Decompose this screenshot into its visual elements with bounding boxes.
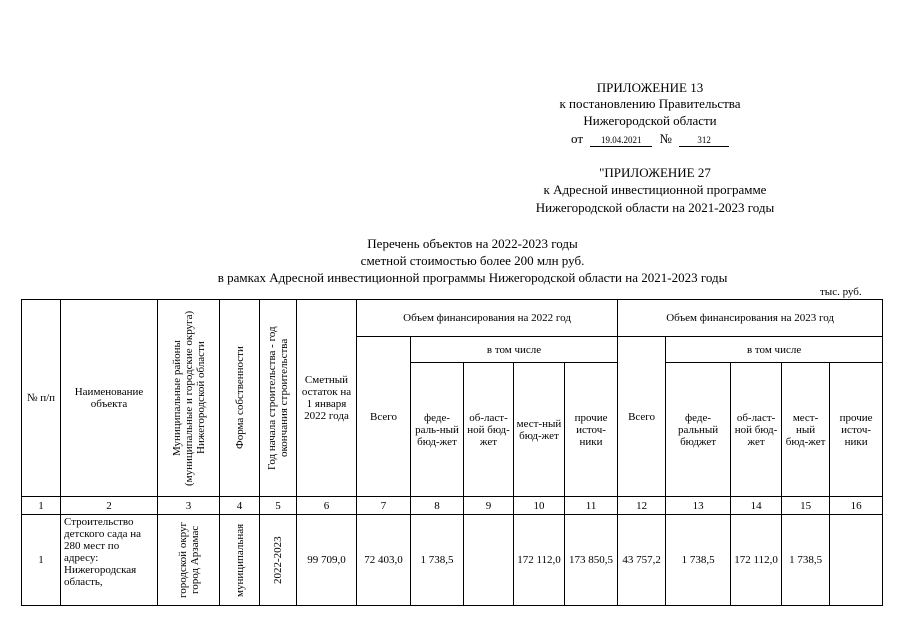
row-loc-2022: 172 112,0 (514, 515, 565, 606)
col-number: 1 (22, 497, 61, 515)
col-number: 7 (357, 497, 411, 515)
heading-line-2: сметной стоимостью более 200 млн руб. (360, 253, 585, 268)
appendix-number: 312 (679, 135, 729, 147)
row-ownership (220, 515, 260, 606)
appendix27-line-2: к Адресной инвестиционной программе (543, 182, 767, 197)
header-reg-2023: об-ласт-ной бюд-жет (731, 363, 782, 497)
col-number: 2 (61, 497, 158, 515)
appendix-line-2: к постановлению Правительства (559, 96, 741, 111)
header-ownership (220, 300, 260, 497)
header-fed-2022: феде-раль-ный бюд-жет (411, 363, 464, 497)
row-district (158, 515, 220, 606)
table-row (22, 515, 883, 606)
row-fed-2023: 1 738,5 (666, 515, 731, 606)
appendix27-title: "ПРИЛОЖЕНИЕ 27 (599, 165, 711, 180)
header-total-2023: Всего (618, 337, 666, 497)
header-reg-2022: об-ласт-ной бюд-жет (464, 363, 514, 497)
appendix-line-3: Нижегородской области (583, 113, 717, 128)
header-oth-2023: прочие источ-ники (830, 363, 883, 497)
row-fed-2022: 1 738,5 (411, 515, 464, 606)
header-fed-2023: феде-ральный бюджет (666, 363, 731, 497)
header-total-2022: Всего (357, 337, 411, 497)
column-number-row (22, 497, 883, 515)
row-name: Строительство детского сада на 280 мест по адресу: Нижегородская область, (61, 515, 158, 606)
header-ownership-text: Форма собственности (233, 346, 246, 450)
row-loc-2023: 1 738,5 (782, 515, 830, 606)
row-balance: 99 709,0 (297, 515, 357, 606)
col-number: 3 (158, 497, 220, 515)
number-sign: № (659, 131, 672, 146)
units-label: тыс. руб. (820, 286, 862, 298)
header-district-text: Муниципальные районы (муниципальные и городские округа) Нижегородской области (170, 310, 207, 486)
header-name: Наименование объекта (61, 300, 158, 497)
row-years (260, 515, 297, 606)
appendix-date-line (571, 131, 729, 147)
col-number: 16 (830, 497, 883, 515)
header-district (158, 300, 220, 497)
header-fin-2023: Объем финансирования на 2023 год (618, 300, 883, 337)
header-fin-2022: Объем финансирования на 2022 год (357, 300, 618, 337)
row-num: 1 (22, 515, 61, 606)
col-number: 14 (731, 497, 782, 515)
row-oth-2022: 173 850,5 (565, 515, 618, 606)
col-number: 15 (782, 497, 830, 515)
row-years-text: 2022-2023 (272, 536, 284, 584)
col-number: 6 (297, 497, 357, 515)
heading-line-1: Перечень объектов на 2022-2023 годы (367, 236, 578, 251)
col-number: 11 (565, 497, 618, 515)
header-num: № п/п (22, 300, 61, 497)
appendix-title: ПРИЛОЖЕНИЕ 13 (596, 80, 704, 95)
col-number: 4 (220, 497, 260, 515)
header-loc-2022: мест-ный бюд-жет (514, 363, 565, 497)
col-number: 12 (618, 497, 666, 515)
row-total-2022: 72 403,0 (357, 515, 411, 606)
col-number: 8 (411, 497, 464, 515)
appendix27-line-3: Нижегородской области на 2021-2023 годы (535, 200, 775, 215)
row-oth-2023 (830, 515, 883, 606)
header-oth-2022: прочие источ-ники (565, 363, 618, 497)
header-incl-2022: в том числе (411, 337, 618, 363)
col-number: 13 (666, 497, 731, 515)
appendix-date: 19.04.2021 (590, 135, 652, 147)
header-incl-2023: в том числе (666, 337, 883, 363)
header-years-text: Год начала строительства - год окончания строительства (266, 326, 290, 470)
objects-table (21, 299, 883, 606)
heading-line-3: в рамках Адресной инвестиционной программы Нижегородской области на 2021-2023 годы (217, 270, 728, 285)
col-number: 9 (464, 497, 514, 515)
header-years (260, 300, 297, 497)
row-reg-2023: 172 112,0 (731, 515, 782, 606)
row-ownership-text: муниципальная (233, 523, 246, 597)
row-total-2023: 43 757,2 (618, 515, 666, 606)
col-number: 5 (260, 497, 297, 515)
header-balance: Сметный остаток на 1 января 2022 года (297, 300, 357, 497)
row-district-text: городской округ город Арзамас (176, 521, 201, 599)
date-prefix: от (571, 131, 584, 146)
col-number: 10 (514, 497, 565, 515)
header-loc-2023: мест-ный бюд-жет (782, 363, 830, 497)
row-reg-2022 (464, 515, 514, 606)
